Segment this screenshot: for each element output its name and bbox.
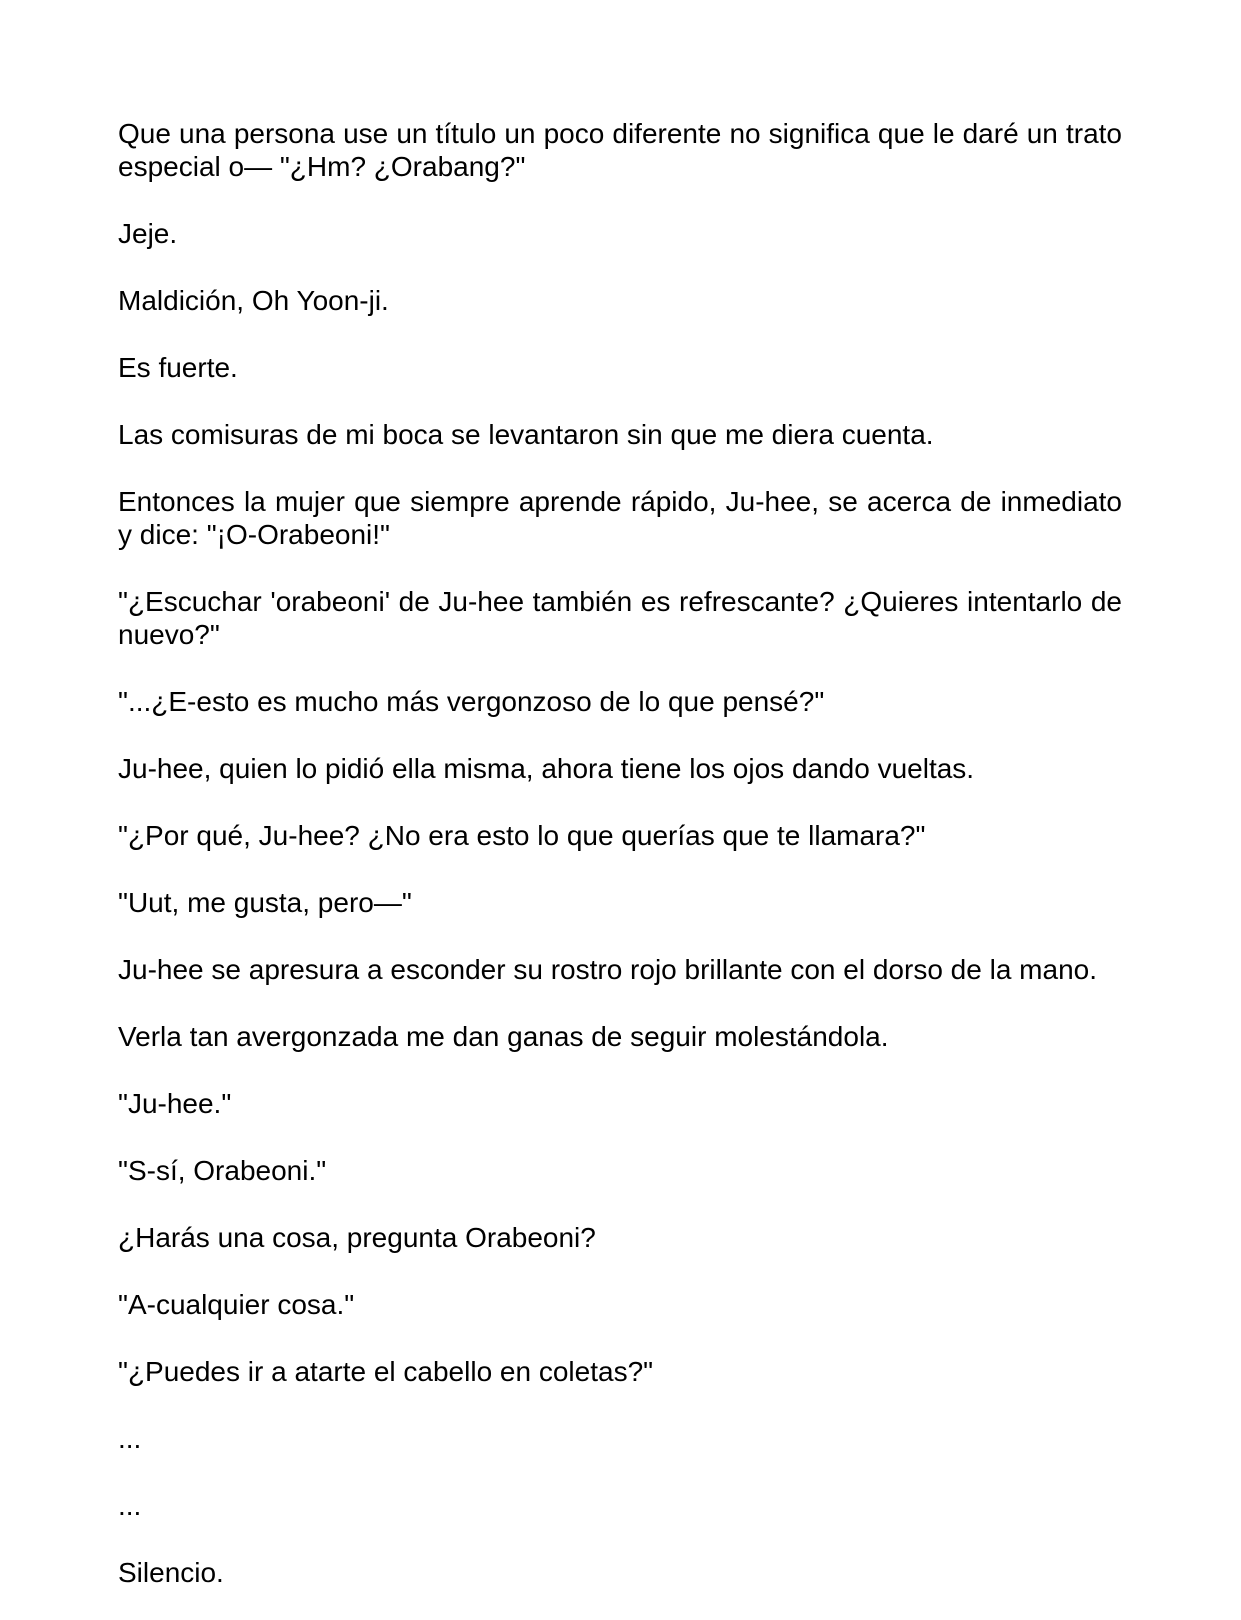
paragraph: Jeje. xyxy=(118,218,178,249)
paragraph: Verla tan avergonzada me dan ganas de seguir molestándola. xyxy=(118,1021,889,1052)
paragraph: Las comisuras de mi boca se levantaron sin que me diera cuenta. xyxy=(118,419,934,450)
paragraph: "Uut, me gusta, pero—" xyxy=(118,887,412,918)
paragraph: Ju-hee se apresura a esconder su rostro rojo brillante con el dorso de la mano. xyxy=(118,954,1097,985)
paragraph: "¿Escuchar 'orabeoni' de Ju-hee también es refrescante? ¿Quieres intentarlo de nuevo?" xyxy=(118,586,1122,650)
paragraph: Maldición, Oh Yoon-ji. xyxy=(118,285,389,316)
document-body xyxy=(118,117,1122,1589)
paragraph: ... xyxy=(118,1423,142,1454)
paragraph: Ju-hee, quien lo pidió ella misma, ahora tiene los ojos dando vueltas. xyxy=(118,753,975,784)
paragraph: ¿Harás una cosa, pregunta Orabeoni? xyxy=(118,1222,596,1253)
paragraph: ... xyxy=(118,1490,142,1521)
paragraph: "¿Por qué, Ju-hee? ¿No era esto lo que querías que te llamara?" xyxy=(118,820,926,851)
paragraph: Entonces la mujer que siempre aprende rápido, Ju-hee, se acerca de inmediato y dice: "¡O-Orabeoni!" xyxy=(118,486,1122,550)
paragraph: "Ju-hee." xyxy=(118,1088,232,1119)
paragraph: Es fuerte. xyxy=(118,352,238,383)
paragraph: "¿Puedes ir a atarte el cabello en coletas?" xyxy=(118,1356,654,1387)
paragraph: "S-sí, Orabeoni." xyxy=(118,1155,327,1186)
paragraph: Silencio. xyxy=(118,1557,224,1588)
paragraph: "...¿E-esto es mucho más vergonzoso de lo que pensé?" xyxy=(118,686,825,717)
paragraph: "A-cualquier cosa." xyxy=(118,1289,355,1320)
paragraph: Que una persona use un título un poco diferente no significa que le daré un trato especial o— "¿Hm? ¿Orabang?" xyxy=(118,118,1122,182)
